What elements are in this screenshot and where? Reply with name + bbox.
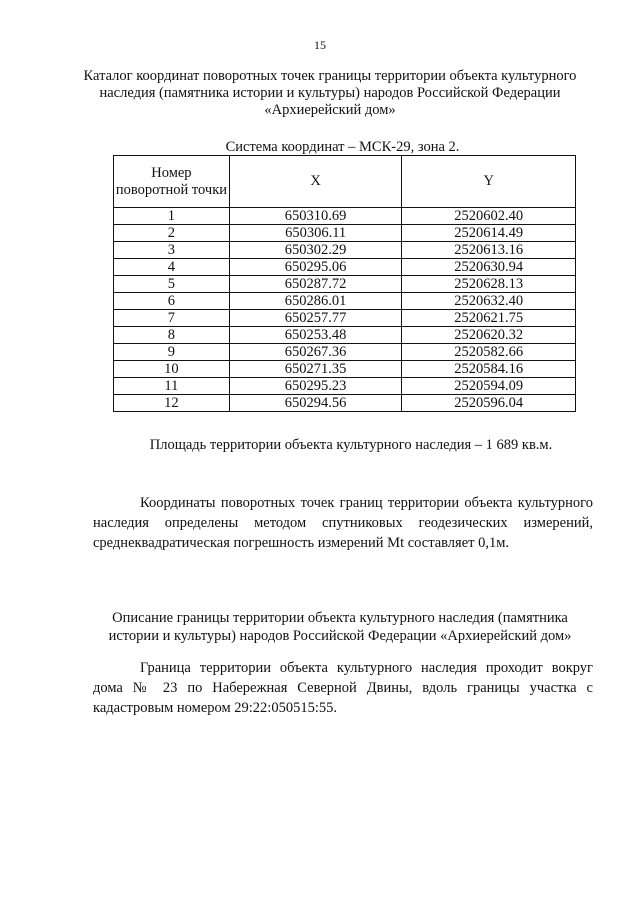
cell-point: 12 (114, 395, 230, 412)
cell-x: 650257.77 (229, 310, 402, 327)
cell-y: 2520614.49 (402, 225, 576, 242)
cell-point: 8 (114, 327, 230, 344)
table-row (114, 378, 576, 395)
table-header-row (114, 156, 576, 208)
cell-x: 650310.69 (229, 208, 402, 225)
cell-x: 650302.29 (229, 242, 402, 259)
coordinates-table (113, 155, 576, 412)
table-row (114, 225, 576, 242)
cell-point: 1 (114, 208, 230, 225)
cell-point: 11 (114, 378, 230, 395)
cell-y: 2520582.66 (402, 344, 576, 361)
table-row (114, 361, 576, 378)
cell-x: 650306.11 (229, 225, 402, 242)
page-number: 15 (314, 38, 326, 52)
cell-point: 9 (114, 344, 230, 361)
cell-y: 2520594.09 (402, 378, 576, 395)
table-row (114, 344, 576, 361)
cell-y: 2520620.32 (402, 327, 576, 344)
coordinate-system-caption: Система координат – МСК-29, зона 2. (225, 139, 460, 155)
cell-x: 650295.23 (229, 378, 402, 395)
cell-y: 2520584.16 (402, 361, 576, 378)
cell-x: 650267.36 (229, 344, 402, 361)
area-statement: Площадь территории объекта культурного наследия – 1 689 кв.м. (149, 437, 553, 453)
cell-point: 7 (114, 310, 230, 327)
table-row (114, 310, 576, 327)
table-row (114, 395, 576, 412)
header-x: X (229, 156, 402, 208)
cell-point: 3 (114, 242, 230, 259)
cell-point: 4 (114, 259, 230, 276)
cell-x: 650294.56 (229, 395, 402, 412)
table-row (114, 327, 576, 344)
cell-point: 6 (114, 293, 230, 310)
cell-x: 650286.01 (229, 293, 402, 310)
cell-y: 2520602.40 (402, 208, 576, 225)
header-point-number: Номер поворотной точки (114, 156, 230, 208)
table-row (114, 259, 576, 276)
cell-y: 2520628.13 (402, 276, 576, 293)
boundary-description-paragraph: Граница территории объекта культурного наследия проходит вокруг дома № 23 по Набережная Северной Двины, вдоль границы участка с кадастровым номером 29:22:050515:55. (93, 660, 593, 716)
page-title: Каталог координат поворотных точек границы территории объекта культурного наследия (памятника истории и культуры) народов Российской Федерации «Архиерейский дом» (83, 68, 577, 118)
header-y: Y (402, 156, 576, 208)
cell-x: 650287.72 (229, 276, 402, 293)
cell-point: 10 (114, 361, 230, 378)
cell-y: 2520621.75 (402, 310, 576, 327)
cell-point: 5 (114, 276, 230, 293)
boundary-description-heading: Описание границы территории объекта культурного наследия (памятника истории и культуры) народов Российской Федерации «Архиерейский дом» (108, 610, 572, 644)
cell-y: 2520632.40 (402, 293, 576, 310)
cell-x: 650253.48 (229, 327, 402, 344)
measurement-method-paragraph: Координаты поворотных точек границ территории объекта культурного наследия определены методом спутниковых геодезических измерений, среднеквадратическая погрешность измерений Mt составляет 0,1м. (93, 495, 593, 551)
cell-y: 2520596.04 (402, 395, 576, 412)
table-row (114, 276, 576, 293)
cell-x: 650295.06 (229, 259, 402, 276)
table-row (114, 208, 576, 225)
cell-y: 2520613.16 (402, 242, 576, 259)
table-row (114, 242, 576, 259)
table-row (114, 293, 576, 310)
cell-y: 2520630.94 (402, 259, 576, 276)
cell-point: 2 (114, 225, 230, 242)
cell-x: 650271.35 (229, 361, 402, 378)
